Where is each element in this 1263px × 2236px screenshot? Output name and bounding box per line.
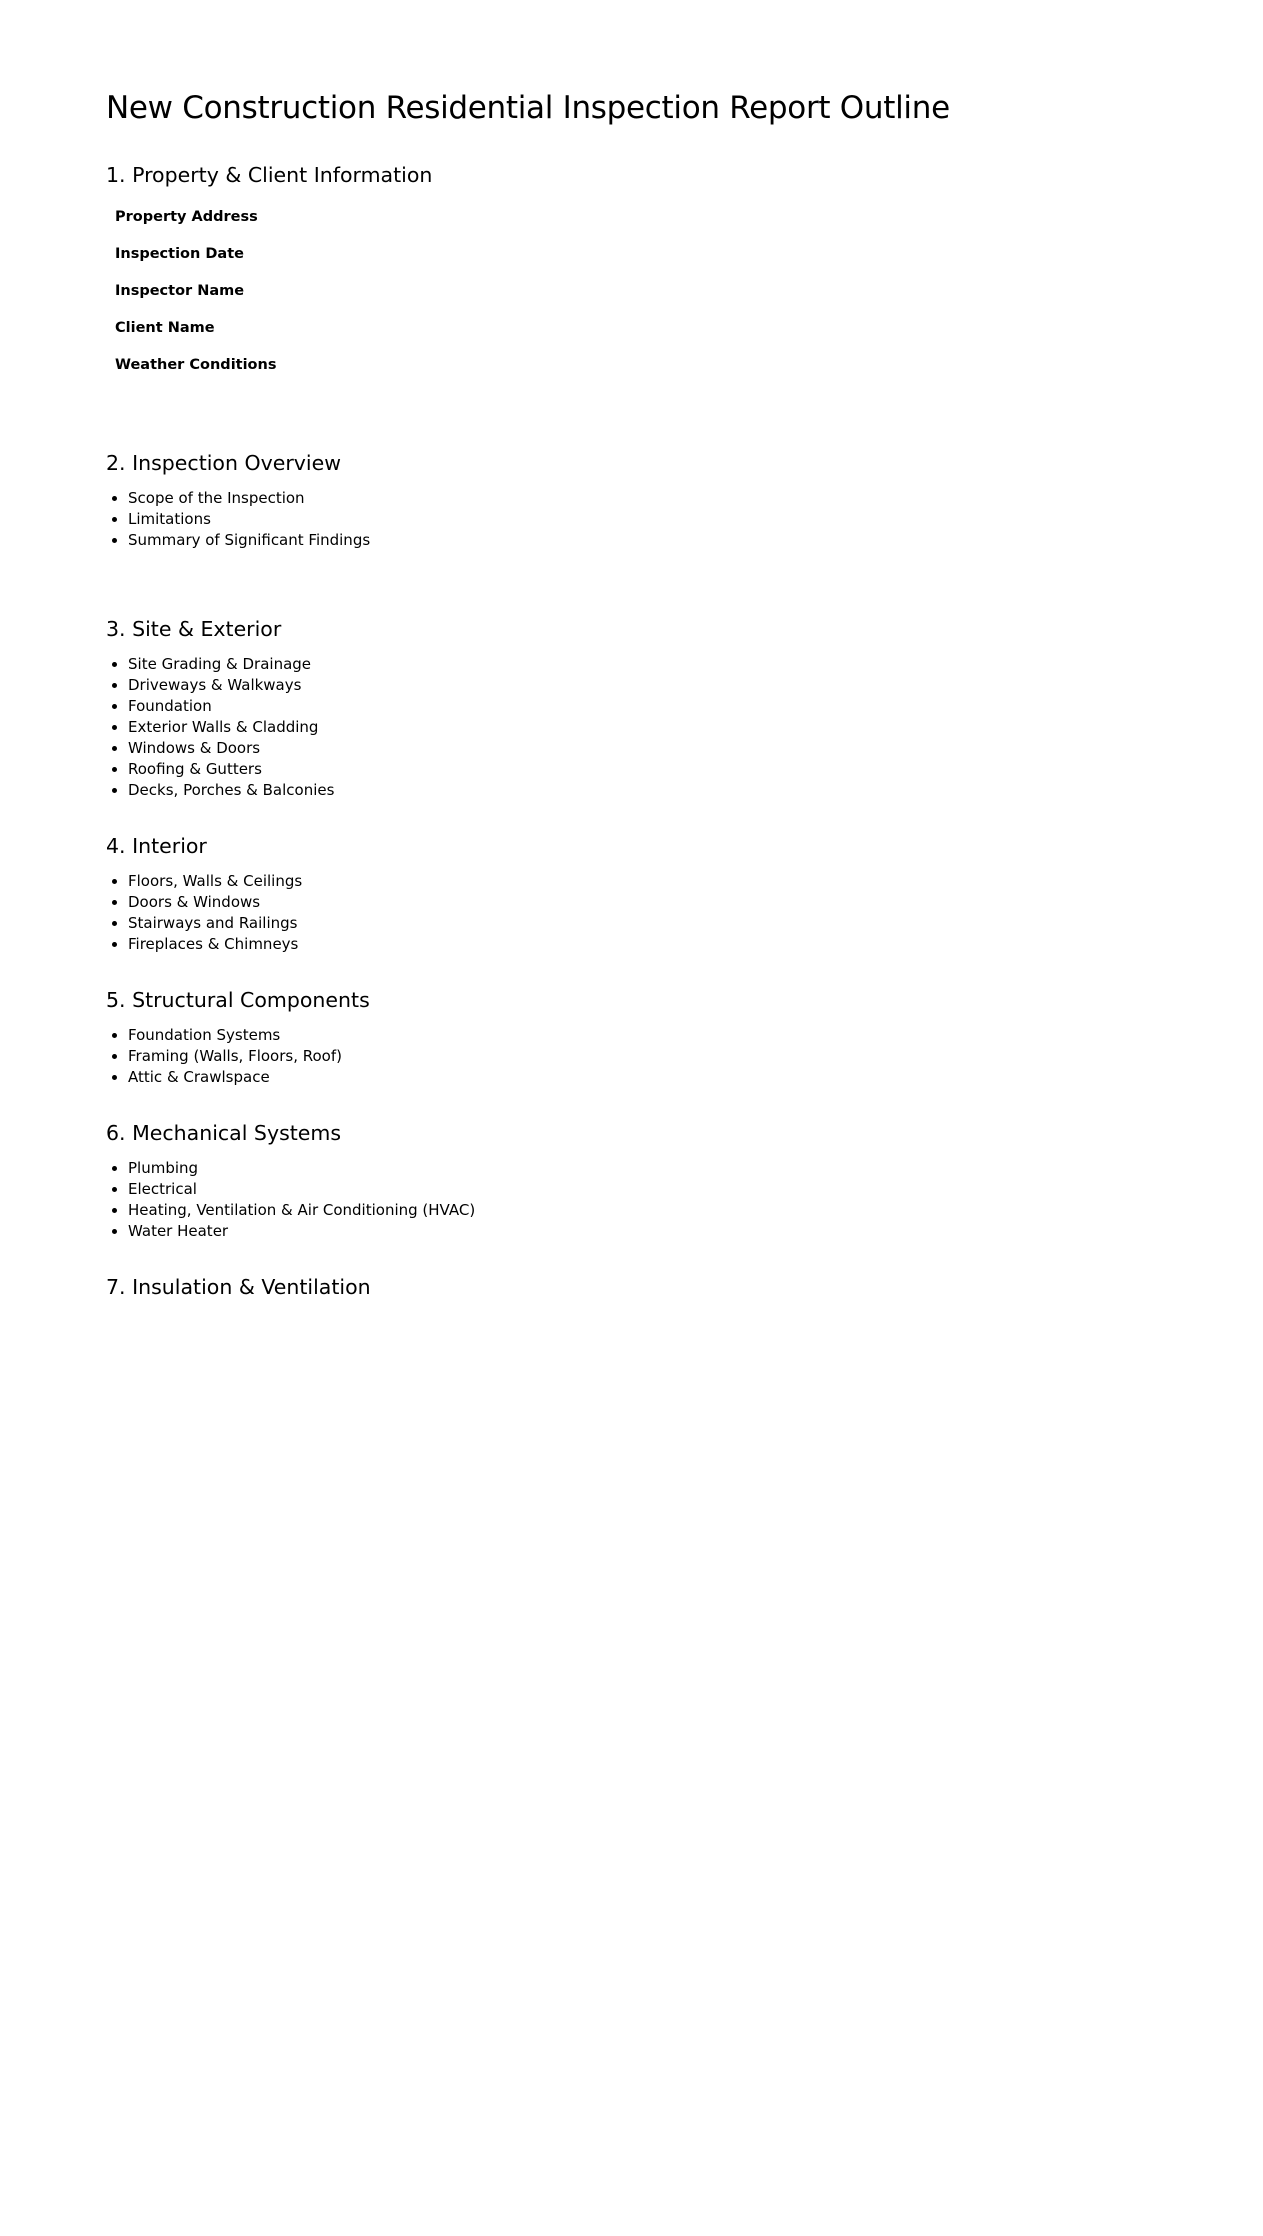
list-item: • Foundation <box>128 696 1263 717</box>
field-label: Client Name <box>115 320 215 336</box>
section-heading: 6. Mechanical Systems <box>106 1121 342 1145</box>
list-item: • Framing (Walls, Floors, Roof) <box>128 1046 1263 1067</box>
list-item: • Water Heater <box>128 1221 1263 1242</box>
list-item: • Doors & Windows <box>128 892 1263 913</box>
list-item: • Limitations <box>128 509 1263 530</box>
item-list <box>106 871 1263 955</box>
list-item: • Electrical <box>128 1179 1263 1200</box>
section-heading: 5. Structural Components <box>106 988 370 1012</box>
item-list <box>106 654 1263 801</box>
list-item: • Roofing & Gutters <box>128 759 1263 780</box>
field-label: Inspection Date <box>115 246 244 262</box>
section-property-client-info <box>106 160 1263 384</box>
section-heading: 7. Insulation & Ventilation <box>106 1275 371 1299</box>
item-list <box>106 488 1263 551</box>
section-inspection-overview <box>106 448 1263 551</box>
section-site-exterior <box>106 614 1263 801</box>
list-item: • Driveways & Walkways <box>128 675 1263 696</box>
page-title: New Construction Residential Inspection Report Outline <box>106 90 950 126</box>
list-item: • Exterior Walls & Cladding <box>128 717 1263 738</box>
section-heading: 2. Inspection Overview <box>106 451 341 475</box>
section-mechanical-systems <box>106 1118 1263 1242</box>
list-item: • Plumbing <box>128 1158 1263 1179</box>
section-heading: 3. Site & Exterior <box>106 617 282 641</box>
section-heading: 4. Interior <box>106 834 207 858</box>
list-item: • Attic & Crawlspace <box>128 1067 1263 1088</box>
list-item: • Floors, Walls & Ceilings <box>128 871 1263 892</box>
field-label: Inspector Name <box>115 283 245 299</box>
section-insulation-ventilation <box>106 1272 1263 1302</box>
item-list <box>106 1158 1263 1242</box>
list-item: • Site Grading & Drainage <box>128 654 1263 675</box>
list-item: • Scope of the Inspection <box>128 488 1263 509</box>
field-label: Weather Conditions <box>115 357 277 373</box>
item-list <box>106 1025 1263 1088</box>
field-list <box>106 199 1263 384</box>
list-item: • Fireplaces & Chimneys <box>128 934 1263 955</box>
section-heading: 1. Property & Client Information <box>106 163 433 187</box>
field-label: Property Address <box>115 209 258 225</box>
section-interior <box>106 831 1263 955</box>
section-structural-components <box>106 985 1263 1088</box>
list-item: • Summary of Significant Findings <box>128 530 1263 551</box>
list-item: • Stairways and Railings <box>128 913 1263 934</box>
list-item: • Decks, Porches & Balconies <box>128 780 1263 801</box>
list-item: • Foundation Systems <box>128 1025 1263 1046</box>
list-item: • Windows & Doors <box>128 738 1263 759</box>
list-item: • Heating, Ventilation & Air Conditioning (HVAC) <box>128 1200 1263 1221</box>
